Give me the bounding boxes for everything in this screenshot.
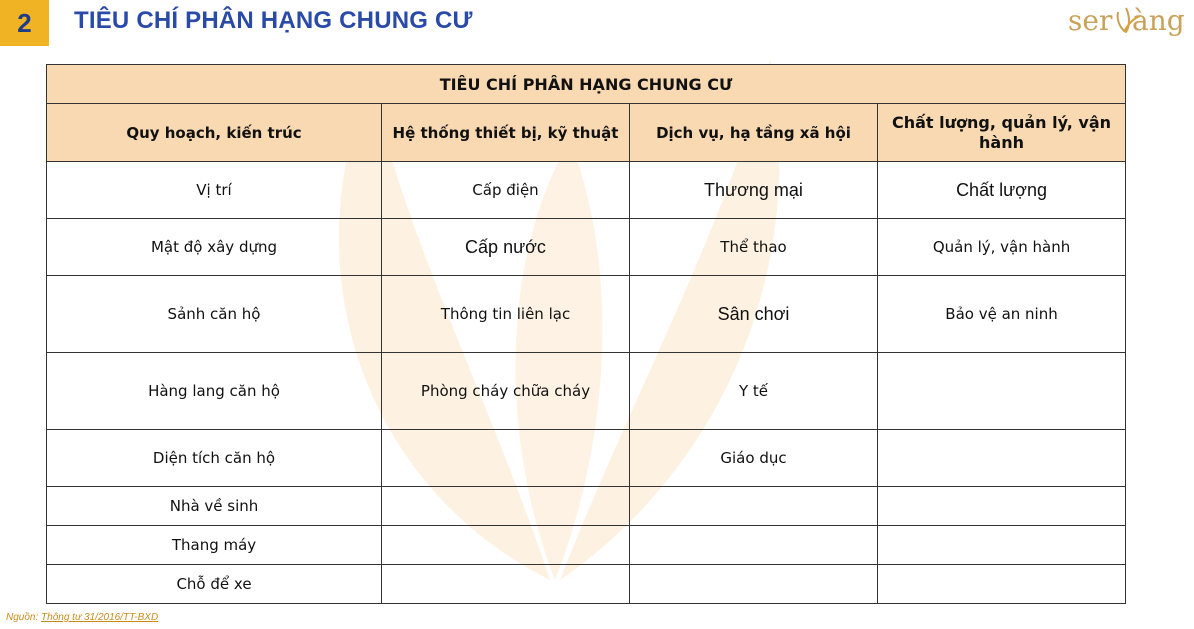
table-cell bbox=[878, 353, 1126, 430]
column-header: Chất lượng, quản lý, vận hành bbox=[878, 104, 1126, 162]
column-header: Hệ thống thiết bị, kỹ thuật bbox=[382, 104, 630, 162]
table-cell: Thương mại bbox=[630, 162, 878, 219]
table-cell bbox=[630, 565, 878, 604]
table-row bbox=[47, 219, 1126, 276]
table-cell: Nhà về sinh bbox=[47, 487, 382, 526]
source-label: Nguồn: bbox=[6, 612, 39, 623]
table-cell: Thể thao bbox=[630, 219, 878, 276]
table-cell bbox=[382, 526, 630, 565]
table-cell: Cấp điện bbox=[382, 162, 630, 219]
svg-text:ser: ser bbox=[1068, 4, 1113, 37]
classification-table bbox=[46, 64, 1126, 604]
table-cell: Mật độ xây dựng bbox=[47, 219, 382, 276]
table-row bbox=[47, 565, 1126, 604]
column-header: Dịch vụ, hạ tầng xã hội bbox=[630, 104, 878, 162]
table-cell: Sân chơi bbox=[630, 276, 878, 353]
table-cell bbox=[630, 487, 878, 526]
table-cell: Diện tích căn hộ bbox=[47, 430, 382, 487]
brand-logo bbox=[1066, 2, 1190, 46]
table-title: TIÊU CHÍ PHÂN HẠNG CHUNG CƯ bbox=[47, 65, 1126, 104]
source-footnote bbox=[6, 612, 158, 623]
table-cell bbox=[630, 526, 878, 565]
table-row bbox=[47, 526, 1126, 565]
table-cell bbox=[878, 430, 1126, 487]
table-cell bbox=[382, 430, 630, 487]
table-cell: Giáo dục bbox=[630, 430, 878, 487]
table-cell: Bảo vệ an ninh bbox=[878, 276, 1126, 353]
table-cell bbox=[382, 487, 630, 526]
table-row bbox=[47, 162, 1126, 219]
table-cell: Chỗ để xe bbox=[47, 565, 382, 604]
svg-text:àng: àng bbox=[1132, 4, 1185, 37]
table-cell: Chất lượng bbox=[878, 162, 1126, 219]
table-cell bbox=[878, 487, 1126, 526]
page-title: TIÊU CHÍ PHÂN HẠNG CHUNG CƯ bbox=[74, 7, 473, 34]
table-cell: Vị trí bbox=[47, 162, 382, 219]
table-cell: Cấp nước bbox=[382, 219, 630, 276]
table-row bbox=[47, 276, 1126, 353]
table-row bbox=[47, 487, 1126, 526]
table-cell bbox=[878, 565, 1126, 604]
table-cell: Thang máy bbox=[47, 526, 382, 565]
table-cell: Sảnh căn hộ bbox=[47, 276, 382, 353]
table-row bbox=[47, 430, 1126, 487]
source-link[interactable]: Thông tư 31/2016/TT-BXD bbox=[41, 612, 159, 623]
table-cell: Y tế bbox=[630, 353, 878, 430]
table-cell: Hàng lang căn hộ bbox=[47, 353, 382, 430]
table-cell: Phòng cháy chữa cháy bbox=[382, 353, 630, 430]
table-cell: Quản lý, vận hành bbox=[878, 219, 1126, 276]
table-cell bbox=[382, 565, 630, 604]
table-cell: Thông tin liên lạc bbox=[382, 276, 630, 353]
sen-vang-logo bbox=[1066, 2, 1190, 38]
column-header: Quy hoạch, kiến trúc bbox=[47, 104, 382, 162]
slide-number-badge: 2 bbox=[0, 0, 49, 46]
table-cell bbox=[878, 526, 1126, 565]
table-row bbox=[47, 353, 1126, 430]
